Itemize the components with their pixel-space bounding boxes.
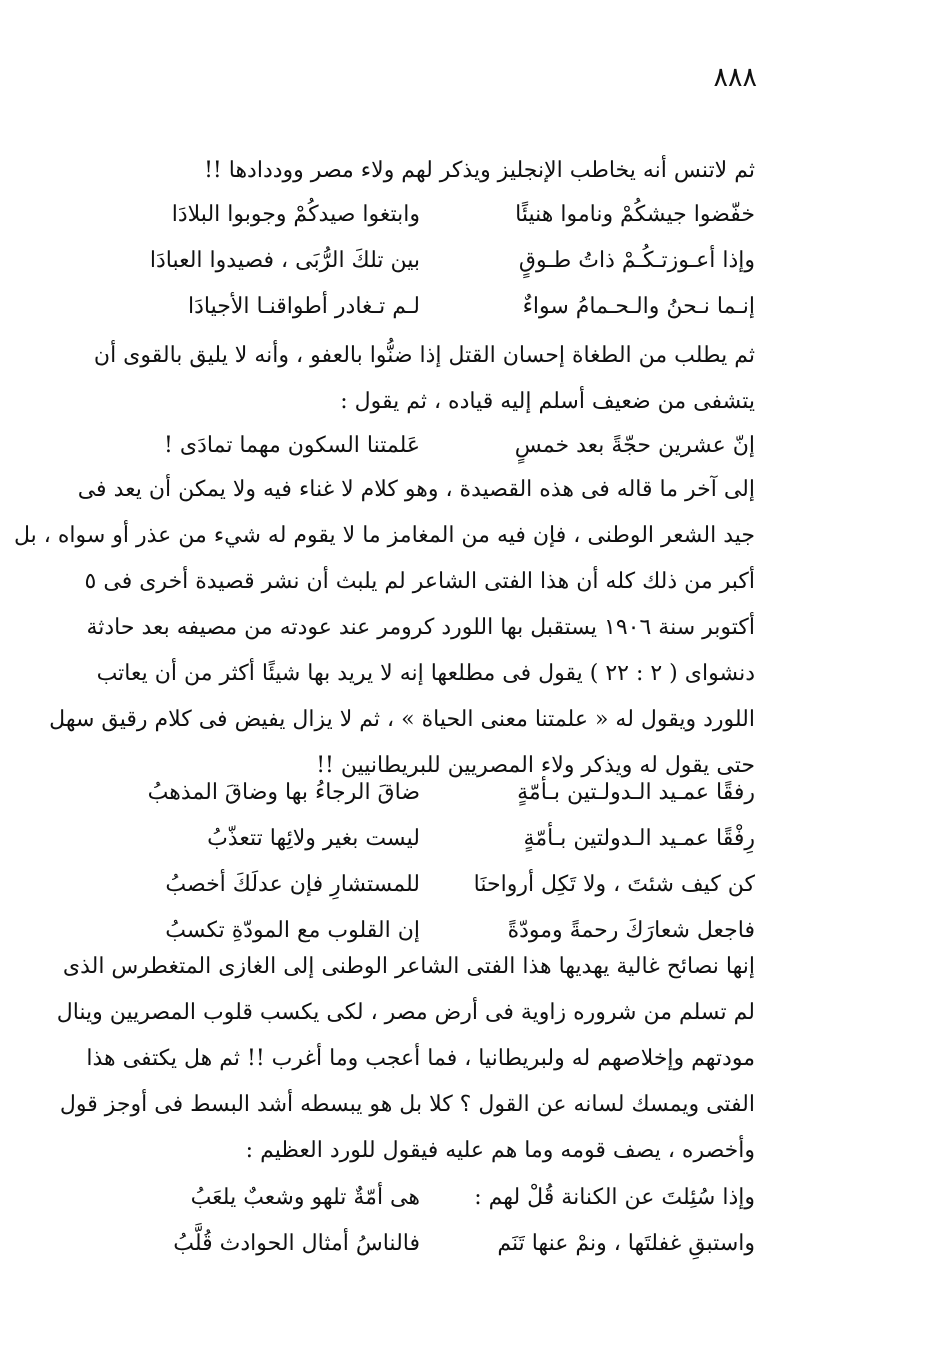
verse-line: [100, 770, 755, 816]
text-line: وأخصره ، يصف قومه وما هم عليه فيقول للورد العظيم :: [245, 1138, 755, 1163]
verse-first-hemistich: خفّضوا جيشكُمْ وناموا هنيئًا: [515, 202, 755, 227]
text-line: مودتهم وإخلاصهم له ولبريطانيا ، فما أعجب وما أغرب !! ثم هل يكتفى هذا: [86, 1046, 755, 1071]
verse-first-hemistich: رفقًا عمـيد الـدولـتين بـأمّةٍ: [517, 780, 755, 805]
verse-second-hemistich: إن القلوب مع المودّةِ تكسبُ: [165, 918, 420, 943]
text-line: أكبر من ذلك كله أن هذا الفتى الشاعر لم يلبث أن نشر قصيدة أخرى فى ٥: [84, 569, 755, 594]
text-line: أكتوبر سنة ١٩٠٦ يستقبل بها اللورد كرومر عند عودته من مصيفه بعد حادثة: [86, 615, 755, 640]
verse-second-hemistich: عَلمتنا السكون مهما تمادَى !: [164, 433, 420, 458]
text-line: دنشواى ( ٢ : ٢٢ ) يقول فى مطلعها إنه لا يريد بها شيئًا أكثر من أن يعاتب: [96, 661, 755, 686]
verse-second-hemistich: للمستشارِ فإن عدلَكَ أخصبُ: [165, 872, 420, 897]
text-line: ثم لاتنس أنه يخاطب الإنجليز ويذكر لهم ولاء مصر ووددادها !!: [204, 158, 755, 183]
verse-line: [100, 192, 755, 238]
verse-second-hemistich: فالناسُ أمثال الحوادث قُلَّبُ: [173, 1231, 420, 1256]
poem-block-1: [100, 192, 755, 330]
text-line: الفتى ويمسك لسانه عن القول ؟ كلا بل هو يبسطه أشد البسط فى أوجز قول: [59, 1092, 755, 1117]
verse-first-hemistich: إنـما نـحنُ والـحـمامُ سواءٌ: [522, 294, 755, 319]
poem-block-3: [100, 770, 755, 954]
verse-first-hemistich: إنّ عشرين حجّةً بعد خمسٍ: [514, 433, 755, 458]
text-line: لم تسلم من شروره زاوية فى أرض مصر ، لكى يكسب قلوب المصريين وينال: [56, 1000, 755, 1025]
text-line: إلى آخر ما قاله فى هذه القصيدة ، وهو كلام لا غناء فيه ولا يمكن أن يعد فى: [77, 477, 755, 502]
verse-first-hemistich: وإذا سُئِلتَ عن الكنانة قُلْ لهم :: [474, 1185, 755, 1210]
verse-line: [100, 284, 755, 330]
verse-first-hemistich: رِفْقًا عمـيد الـدولتين بـأمّةٍ: [523, 826, 755, 851]
text-line: ثم يطلب من الطغاة إحسان القتل إذا ضنُّوا بالعفو ، وأنه لا يليق بالقوى أن: [93, 343, 755, 368]
verse-first-hemistich: كن كيف شئتَ ، ولا تَكِل أرواحنَا: [473, 872, 755, 897]
verse-first-hemistich: فاجعل شعارَكَ رحمةً ومودّةً: [507, 918, 755, 943]
verse-second-hemistich: هى أمّةٌ تلهو وشعبٌ يلعَبُ: [190, 1185, 420, 1210]
verse-line: [100, 1175, 755, 1221]
text-line: حتى يقول له ويذكر ولاء المصريين للبريطانيين !!: [316, 753, 755, 778]
verse-second-hemistich: ضاقَ الرجاءُ بها وضاقَ المذهبُ: [147, 780, 420, 805]
verse-second-hemistich: ليست بغير ولائِها تتعذّبُ: [207, 826, 420, 851]
poem-block-4: [100, 1175, 755, 1267]
verse-second-hemistich: وابتغوا صيدكُمْ وجوبوا البلادَا: [171, 202, 420, 227]
verse-first-hemistich: واستبقِ غفلتَها ، ونمْ عنها تَنَم: [497, 1231, 755, 1256]
page-number: ٨٨٨: [713, 62, 757, 93]
intro-paragraph: [100, 148, 755, 194]
text-line: يتشفى من ضعيف أسلم إليه قياده ، ثم يقول :: [340, 389, 755, 414]
verse-line: [100, 238, 755, 284]
text-line: جيد الشعر الوطنى ، فإن فيه من المغامز ما لا يقوم له شيء من عذر أو سواه ، بل: [13, 523, 755, 548]
verse-line: [100, 423, 755, 469]
text-line: إنها نصائح غالية يهديها هذا الفتى الشاعر الوطنى إلى الغازى المتغطرس الذى: [62, 954, 755, 979]
verse-second-hemistich: لـم تـغادر أطواقنـا الأجيادَا: [188, 294, 420, 319]
verse-first-hemistich: وإذا أعـوزتـكُـمْ ذاتُ طـوقٍ: [518, 248, 755, 273]
paragraph-4: [56, 944, 755, 1174]
poem-block-2: [100, 423, 755, 469]
verse-second-hemistich: بين تلكَ الرُّبَى ، فصيدوا العبادَا: [149, 248, 420, 273]
verse-line: [100, 816, 755, 862]
text-line: اللورد ويقول له « علمتنا معنى الحياة » ، ثم لا يزال يفيض فى كلام رقيق سهل: [49, 707, 755, 732]
paragraph-3: [13, 467, 755, 789]
verse-line: [100, 1221, 755, 1267]
paragraph-2: [93, 333, 755, 425]
verse-line: [100, 862, 755, 908]
